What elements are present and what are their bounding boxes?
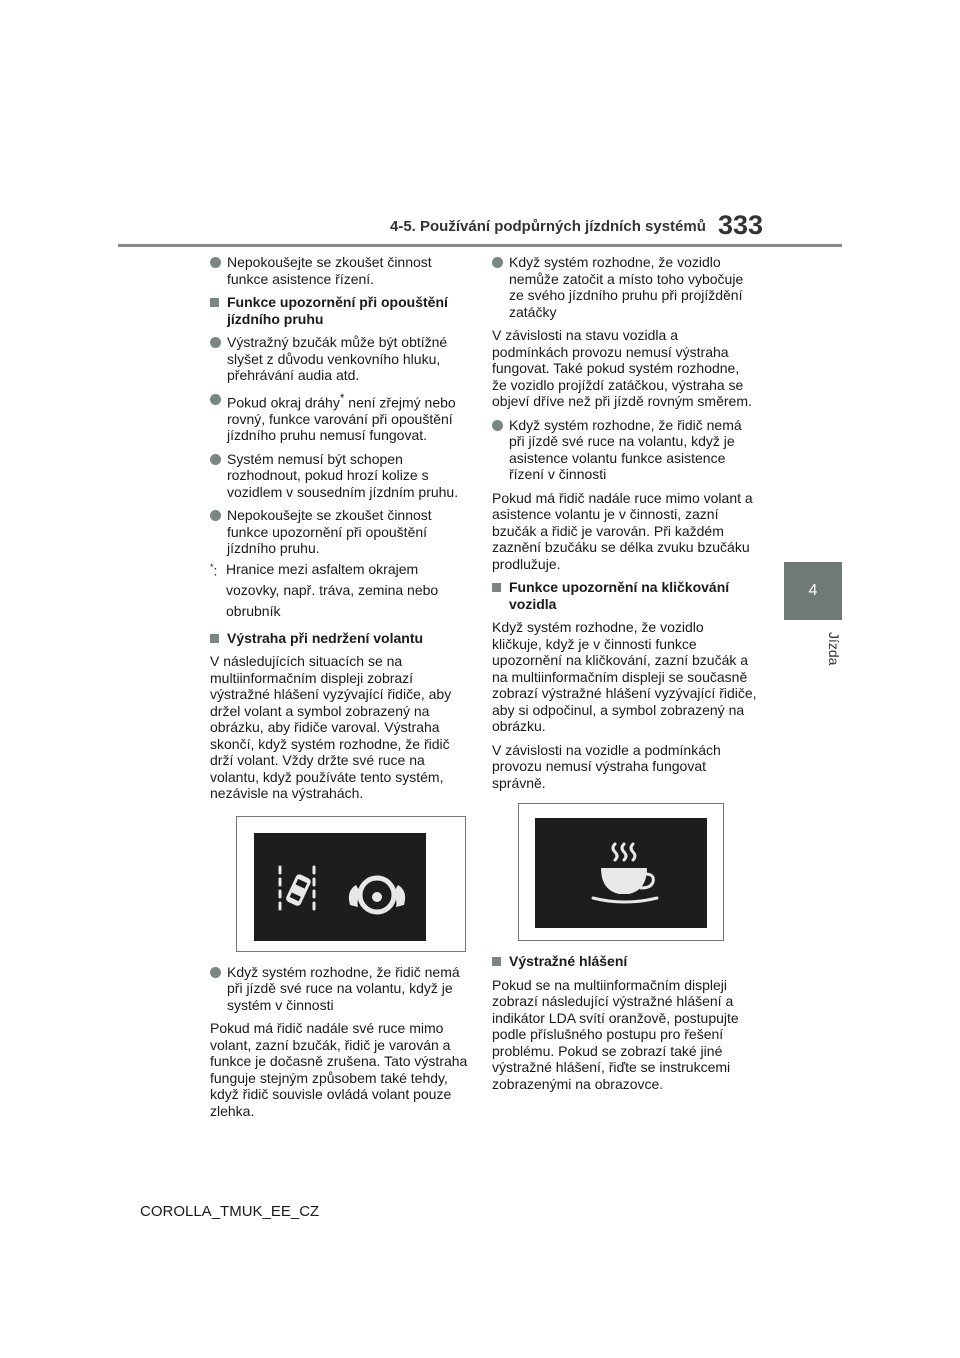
- footnote: [210, 559, 472, 622]
- bullet-item: [210, 391, 472, 444]
- paragraph: Pokud má řidič nadále ruce mimo volant a asistence volantu je v činnosti, zazní bzučák a řidič je varován. Při každém zaznění bzučáku se délka zvuku bzučáku prodlužuje.: [492, 489, 753, 572]
- paragraph: V závislosti na stavu vozidla a podmínkách provozu nemusí výstraha fungovat. Také pokud systém rozhodne, že vozidlo projíždí zatáčkou, výstraha se objeví dříve než při jízdě rovným směrem.: [492, 327, 752, 409]
- coffee-cup-icon: [587, 840, 667, 910]
- square-bullet-icon: [210, 633, 224, 644]
- chapter-number: 4: [808, 582, 818, 599]
- bullet-item: Když systém rozhodne, že řidič nemá při jízdě své ruce na volantu, když je asistence volantu funkce asistence řízení v činnosti: [492, 417, 757, 483]
- bullet-text-part: Pokud okraj dráhy: [227, 394, 340, 411]
- bullet-item: Výstražný bzučák může být obtížné slyšet z důvodu venkovního hluku, přehrávání audia atd.: [210, 334, 472, 384]
- footnote-text: Hranice mezi asfaltem okrajem vozovky, např. tráva, zemina nebo obrubník: [226, 560, 439, 619]
- square-bullet-icon: [210, 297, 224, 308]
- round-bullet-icon: [492, 257, 506, 268]
- footnote-mark: *: [210, 561, 214, 572]
- paragraph: Pokud se na multiinformačním displeji zobrazí následující výstražné hlášení a indikátor LDA svítí oranžově, postupujte podle příslušného postupu pro řešení problému. Pokud se zobrazí také jiné výstražné hlášení, řiďte se instrukcemi zobrazenými na obrazovce.: [492, 976, 739, 1092]
- section-heading: Výstražné hlášení: [492, 953, 757, 970]
- left-column: [210, 254, 472, 1126]
- round-bullet-icon: [210, 510, 224, 521]
- bullet-item: Když systém rozhodne, že vozidlo nemůže zatočit a místo toho vybočuje ze svého jízdního pruhu při projíždění zatáčky: [492, 254, 757, 320]
- bullet-text-part: není zřejmý nebo rovný, funkce varování při opouštění jízdního pruhu nemusí fungovat.: [227, 394, 456, 444]
- paragraph: V následujících situacích se na multiinformačním displeji zobrazí výstražné hlášení vyzývající řidiče, aby držel volant a symbol zobrazený na obrázku, aby řidiče varoval. Výstraha skončí, když systém rozhodne, že řidič drží volant. Vždy držte své ruce na volantu, když používáte tento systém, nezávisle na výstrahách.: [210, 653, 452, 802]
- bullet-item: Když systém rozhodne, že řidič nemá při jízdě své ruce na volantu, když je systém v činnosti: [210, 964, 472, 1014]
- hands-off-warning-figure: [236, 816, 466, 952]
- paragraph: Pokud má řidič nadále své ruce mimo volant, zazní bzučák, řidič je varován a funkce je dočasně zrušena. Tato výstraha funguje stejným způsobem také tehdy, když řidič souvisle ovládá volant pouze zlehka.: [210, 1020, 468, 1119]
- section-title: 4-5. Používání podpůrných jízdních systémů: [390, 218, 706, 235]
- chapter-tab: [784, 562, 842, 620]
- page-number: 333: [718, 210, 764, 240]
- right-column: [492, 254, 757, 1099]
- display-screen: [254, 833, 426, 941]
- round-bullet-icon: [210, 967, 224, 978]
- square-bullet-icon: [492, 582, 506, 593]
- section-heading: Funkce upozornění na kličkování vozidla: [492, 579, 757, 612]
- square-bullet-icon: [492, 956, 506, 967]
- header-rule: [118, 244, 842, 247]
- bullet-item: Nepokoušejte se zkoušet činnost funkce asistence řízení.: [210, 254, 472, 287]
- round-bullet-icon: [210, 454, 224, 465]
- paragraph: Když systém rozhodne, že vozidlo kličkuje, když je v činnosti funkce upozornění na kličkování, zazní bzučák a na multiinformačním displeji se současně zobrazí výstražné hlášení vyzývající řidiče, aby si odpočinul, a symbol zobrazený na obrázku.: [492, 619, 757, 734]
- round-bullet-icon: [492, 420, 506, 431]
- bullet-item: Systém nemusí být schopen rozhodnout, pokud hrozí kolize s vozidlem v sousedním jízdním pruhu.: [210, 451, 472, 501]
- lane-departure-car-icon: [270, 863, 330, 923]
- chapter-label: Jízda: [826, 632, 842, 666]
- drowsiness-warning-figure: [518, 803, 724, 941]
- bullet-item: Nepokoušejte se zkoušet činnost funkce upozornění při opouštění jízdního pruhu.: [210, 507, 472, 557]
- display-screen: [535, 818, 707, 928]
- steering-hands-warning-icon: [342, 871, 412, 921]
- round-bullet-icon: [210, 337, 224, 348]
- section-heading: Funkce upozornění při opouštění jízdního pruhu: [210, 294, 472, 327]
- paragraph: V závislosti na vozidle a podmínkách provozu nemusí výstraha fungovat správně.: [492, 741, 721, 791]
- document-code: COROLLA_TMUK_EE_CZ: [140, 1203, 320, 1220]
- footnote-colon: :: [213, 562, 218, 579]
- round-bullet-icon: [210, 257, 224, 268]
- round-bullet-icon: [210, 394, 224, 405]
- section-heading: Výstraha při nedržení volantu: [210, 630, 472, 647]
- footnote-ref: *: [339, 391, 345, 405]
